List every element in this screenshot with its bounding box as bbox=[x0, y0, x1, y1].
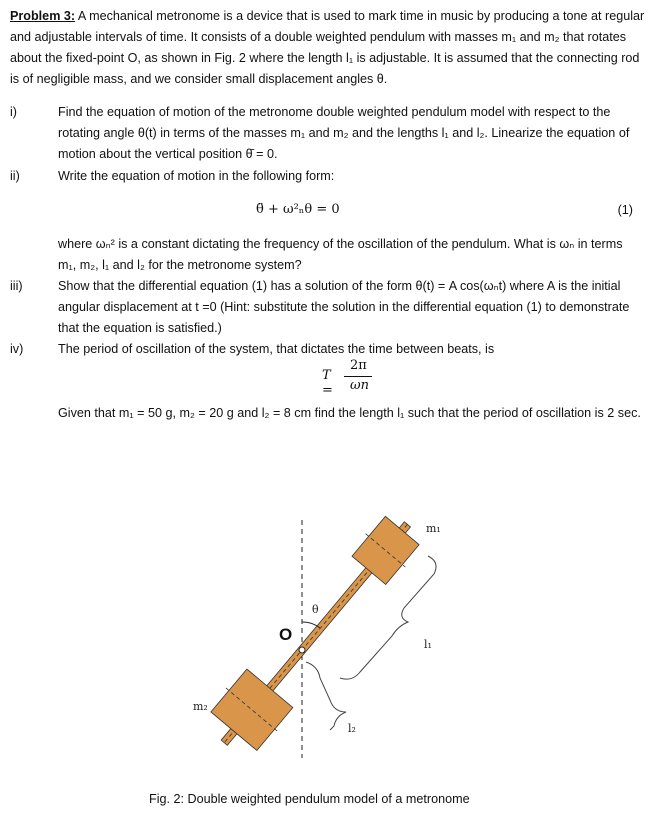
after-equation-text: where ωₙ² is a constant dictating the frequency of the oscillation of the pendulum. What is ωₙ in terms m₁, m₂, l₁ and l₂ for the metronome system? bbox=[58, 237, 623, 272]
period-denominator: ωn bbox=[350, 378, 369, 393]
label-m2: m₂ bbox=[193, 700, 208, 713]
item-number-1: i) bbox=[10, 105, 17, 119]
figure-caption: Fig. 2: Double weighted pendulum model of a metronome bbox=[149, 792, 470, 806]
pivot-point bbox=[299, 647, 305, 653]
item-text-4: The period of oscillation of the system, that dictates the time between beats, is bbox=[58, 342, 495, 356]
item-text-2: Write the equation of motion in the following form: bbox=[58, 169, 335, 183]
period-numerator: 2π bbox=[350, 358, 367, 373]
equation-1: θ̈ + ω²ₙθ = 0 bbox=[256, 202, 340, 217]
item-number-2: ii) bbox=[10, 169, 20, 183]
label-l2: l₂ bbox=[348, 722, 356, 735]
brace-l2 bbox=[306, 662, 346, 730]
problem-label: Problem 3: bbox=[10, 9, 76, 23]
label-l1: l₁ bbox=[424, 638, 432, 651]
item-text-1: Find the equation of motion of the metronome double weighted pendulum model with respect to the rotating angle θ(t) in terms of the masses m₁ and m₂ and the lengths l₁ and l₂. Linearize the equation of motion about the vertical position θ̄ = 0. bbox=[58, 105, 630, 161]
problem-intro-text: A mechanical metronome is a device that is used to mark time in music by producing a tone at regular and adjustable intervals of time. It consists of a double weighted pendulum with masses m₁ and m₂ that rotates about the fixed-point O, as shown in Fig. 2 where the length l₁ is adjustable. It is assumed that the connecting rod is of negligible mass, and we consider small displacement angles θ. bbox=[10, 9, 645, 86]
item-text-3: Show that the differential equation (1) has a solution of the form θ(t) = A cos(ωₙt) where A is the initial angular displacement at t =0 (Hint: substitute the solution in the differential equation (1) to demonstrate that the equation is satisfied.) bbox=[58, 279, 630, 335]
item-number-3: iii) bbox=[10, 279, 23, 293]
equation-1-number: (1) bbox=[617, 203, 633, 217]
period-lhs: T = bbox=[322, 368, 333, 398]
label-theta: θ bbox=[312, 603, 319, 616]
label-m1: m₁ bbox=[426, 522, 441, 535]
item-number-4: iv) bbox=[10, 342, 24, 356]
given-text: Given that m₁ = 50 g, m₂ = 20 g and l₂ = 8 cm find the length l₁ such that the period of oscillation is 2 sec. bbox=[58, 406, 641, 420]
label-O: O bbox=[279, 625, 293, 644]
